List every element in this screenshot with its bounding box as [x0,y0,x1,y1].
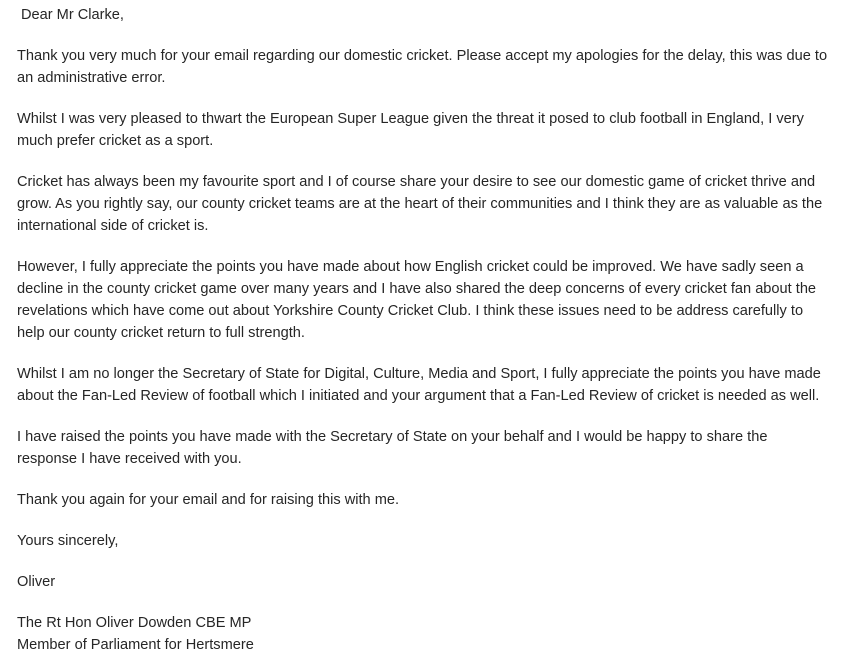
letter-paragraph-7: Thank you again for your email and for raising this with me. [17,492,400,508]
email-body [17,4,829,656]
letter-signature-name: Oliver [17,574,56,590]
letter-paragraph-3: Cricket has always been my favourite sport and I of course share your desire to see our domestic game of cricket thrive and grow. As you rightly say, our county cricket teams are at the heart of their communities and I think they are as valuable as the international side of cricket is. [17,174,823,234]
letter-paragraph-6: I have raised the points you have made with the Secretary of State on your behalf and I would be happy to share the response I have received with you. [17,429,768,467]
letter-closing: Yours sincerely, [17,533,119,549]
letter-paragraph-5: Whilst I am no longer the Secretary of State for Digital, Culture, Media and Sport, I fully appreciate the points you have made about the Fan-Led Review of football which I initiated and your argument that a Fan-Led Review of cricket is needed as well. [17,366,821,404]
signatory-block [17,612,829,656]
letter-paragraph-2: Whilst I was very pleased to thwart the European Super League given the threat it posed to club football in England, I very much prefer cricket as a sport. [17,111,804,149]
letter-paragraph-4: However, I fully appreciate the points you have made about how English cricket could be improved. We have sadly seen a decline in the county cricket game over many years and I have also shared the deep concerns of every cricket fan about the revelations which have come out about Yorkshire County Cricket Club. I think these issues need to be address carefully to help our county cricket return to full strength. [17,259,817,341]
signatory-role: Member of Parliament for Hertsmere [17,637,254,653]
letter-paragraph-1: Thank you very much for your email regarding our domestic cricket. Please accept my apologies for the delay, this was due to an administrative error. [17,48,828,86]
signatory-title: The Rt Hon Oliver Dowden CBE MP [17,615,252,631]
letter-greeting: Dear Mr Clarke, [21,7,124,23]
